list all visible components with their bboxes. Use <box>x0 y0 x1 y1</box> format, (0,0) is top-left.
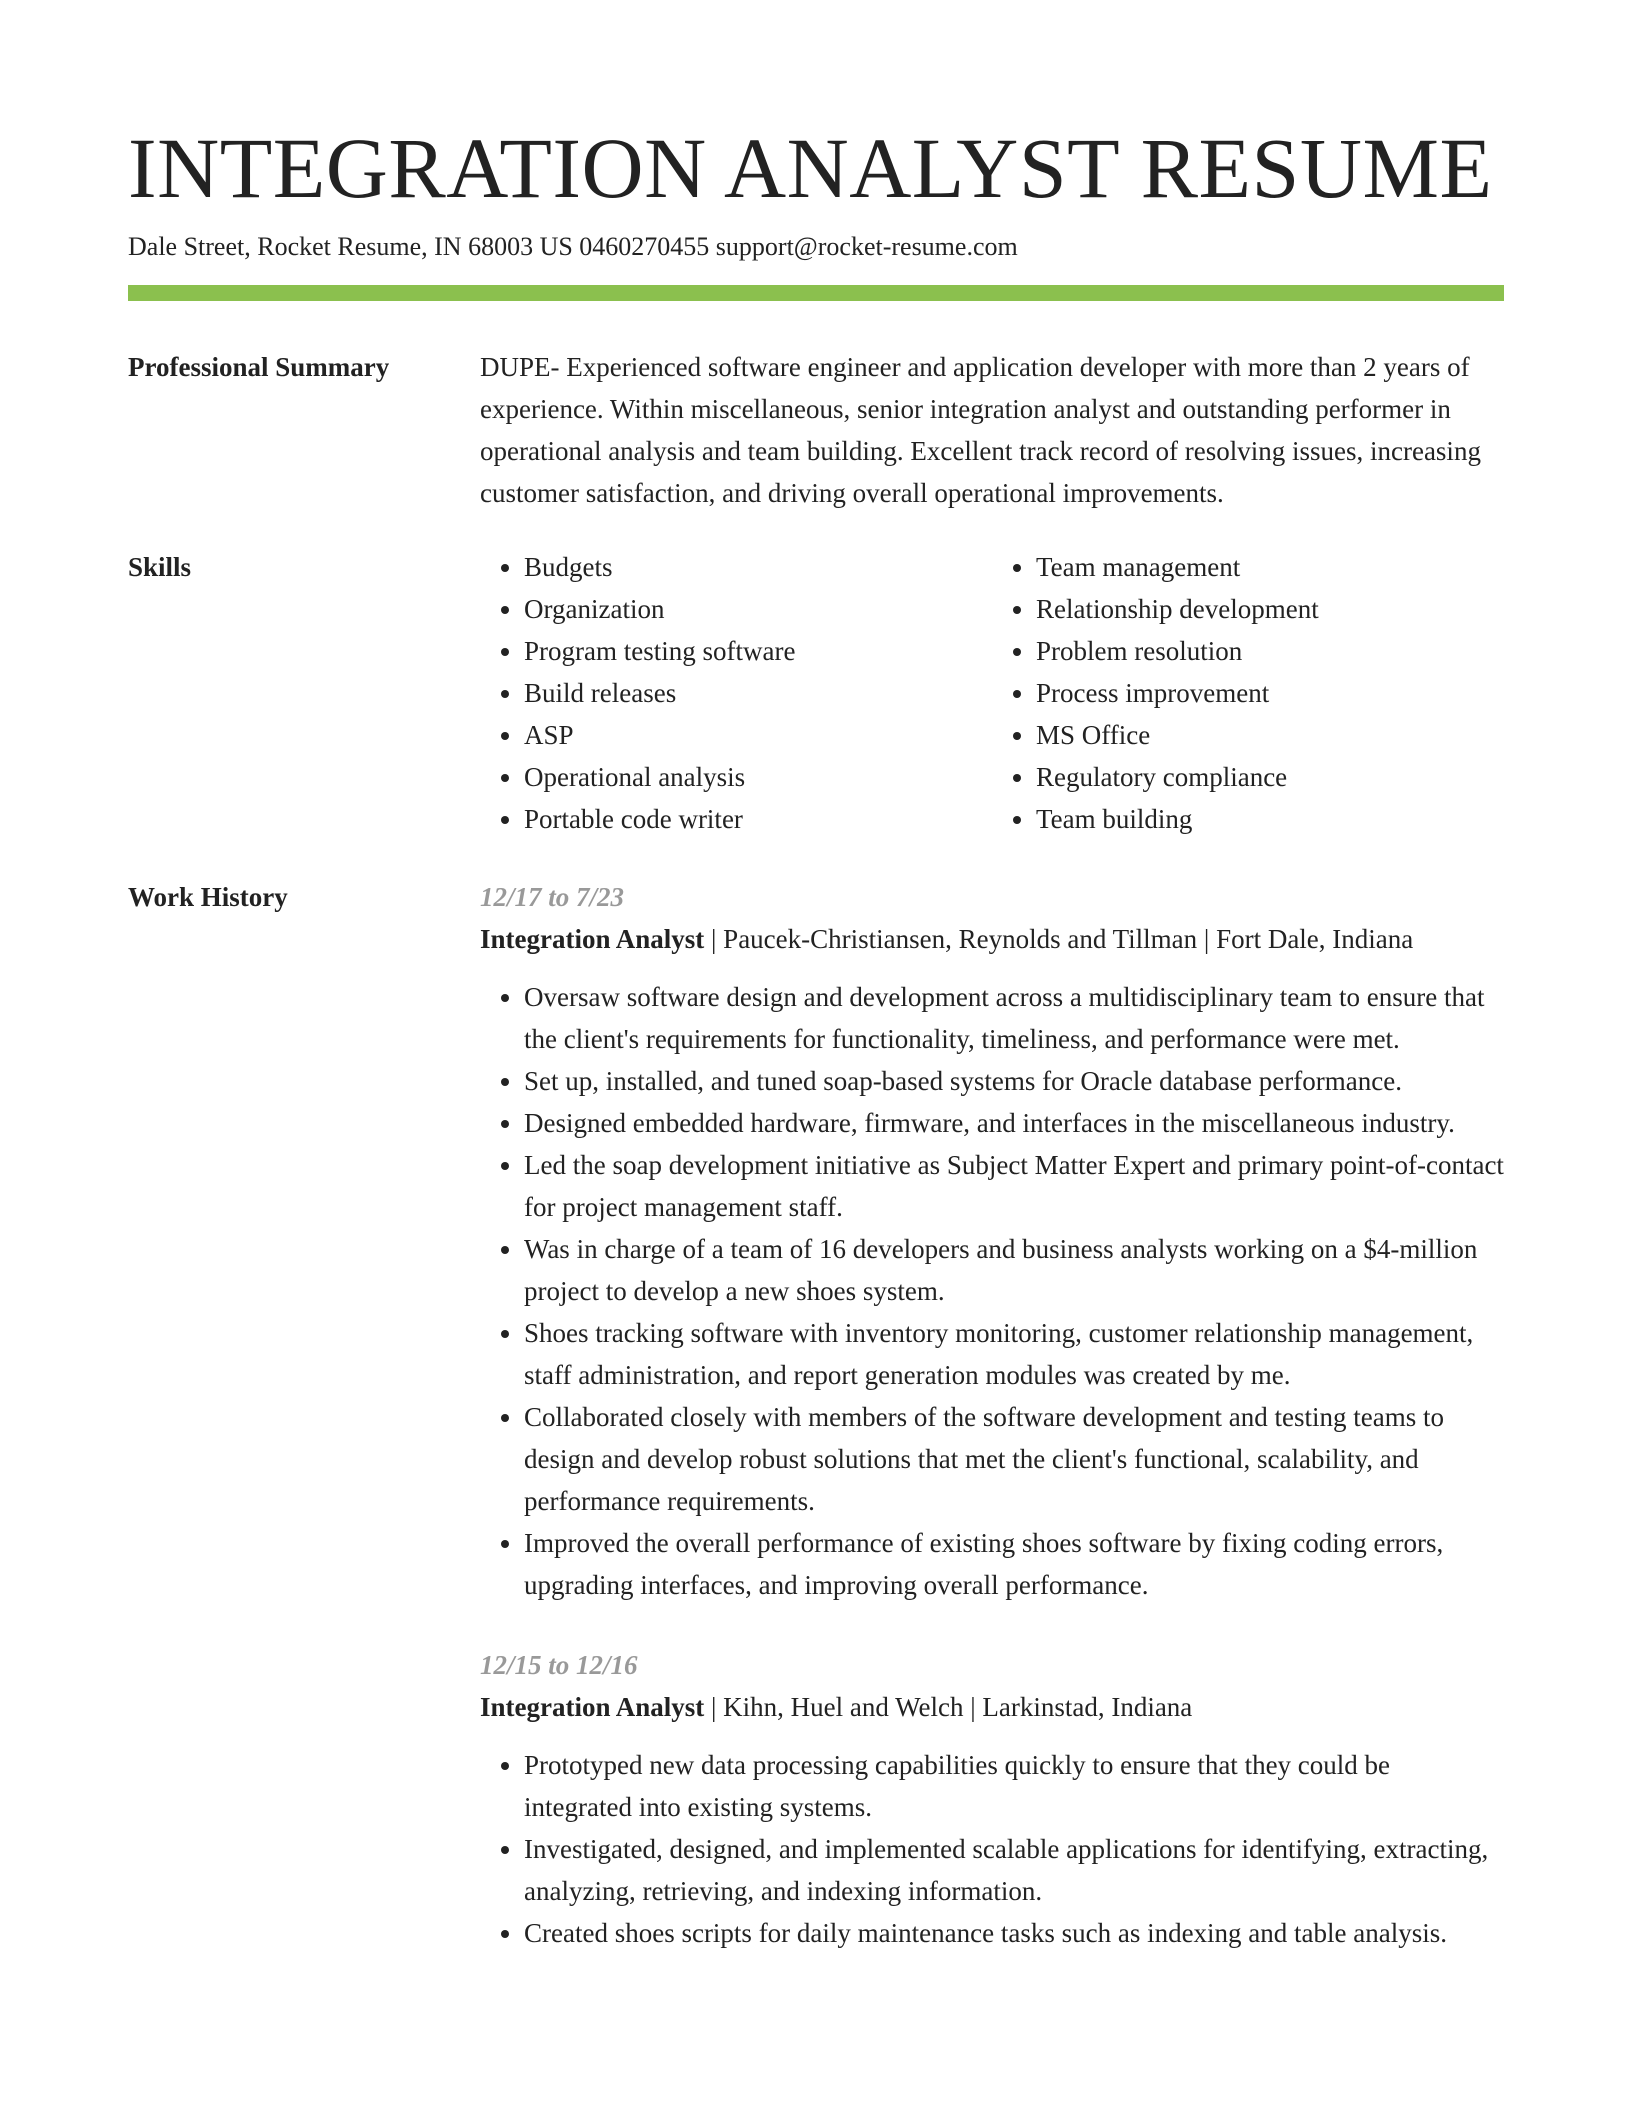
skill-item: • Relationship development <box>1036 588 1504 630</box>
skills-column-2 <box>992 546 1504 840</box>
job-bullets <box>480 1744 1504 1954</box>
job-bullet: • Oversaw software design and development across a multidisciplinary team to ensure that the client's requirements for functionality, timeliness, and performance were met. <box>524 976 1504 1060</box>
skill-item: • ASP <box>524 714 992 756</box>
accent-divider <box>128 285 1504 301</box>
resume-header <box>128 118 1504 264</box>
job-role: Integration Analyst <box>480 924 705 954</box>
job-title-line <box>480 1686 1504 1728</box>
skills-label: Skills <box>128 552 192 582</box>
job-entry <box>480 1644 1504 1954</box>
job-bullet: • Investigated, designed, and implemented scalable applications for identifying, extracting, analyzing, retrieving, and indexing information. <box>524 1828 1504 1912</box>
contact-line: Dale Street, Rocket Resume, IN 68003 US 0460270455 support@rocket-resume.com <box>128 232 1018 261</box>
summary-text: DUPE- Experienced software engineer and application developer with more than 2 years of experience. Within miscellaneous, senior integration analyst and outstanding performer in operational analysis and team building. Excellent track record of resolving issues, increasing customer satisfaction, and driving overall operational improvements. <box>480 352 1481 508</box>
job-entry <box>480 876 1504 1606</box>
job-bullet: • Designed embedded hardware, firmware, and interfaces in the miscellaneous industry. <box>524 1102 1504 1144</box>
skill-item: • Program testing software <box>524 630 992 672</box>
skill-item: • Team management <box>1036 546 1504 588</box>
skill-item: • Process improvement <box>1036 672 1504 714</box>
job-bullet: • Prototyped new data processing capabilities quickly to ensure that they could be integrated into existing systems. <box>524 1744 1504 1828</box>
skill-item: • Portable code writer <box>524 798 992 840</box>
skills-column-1 <box>480 546 992 840</box>
job-role: Integration Analyst <box>480 1692 705 1722</box>
job-title-line <box>480 918 1504 960</box>
job-bullet: • Set up, installed, and tuned soap-based systems for Oracle database performance. <box>524 1060 1504 1102</box>
skill-item: • MS Office <box>1036 714 1504 756</box>
skill-item: • Organization <box>524 588 992 630</box>
job-bullet: • Created shoes scripts for daily maintenance tasks such as indexing and table analysis. <box>524 1912 1504 1954</box>
summary-label: Professional Summary <box>128 352 390 382</box>
work-history-label: Work History <box>128 882 288 912</box>
skill-item: • Problem resolution <box>1036 630 1504 672</box>
job-bullet: • Shoes tracking software with inventory monitoring, customer relationship management, staff administration, and report generation modules was created by me. <box>524 1312 1504 1396</box>
job-bullet: • Was in charge of a team of 16 developers and business analysts working on a $4-million project to develop a new shoes system. <box>524 1228 1504 1312</box>
work-history-list <box>480 876 1504 1954</box>
job-bullets <box>480 976 1504 1606</box>
resume-title: INTEGRATION ANALYST RESUME <box>128 120 1493 216</box>
job-dates: 12/15 to 12/16 <box>480 1650 638 1680</box>
job-dates: 12/17 to 7/23 <box>480 882 625 912</box>
skill-item: • Regulatory compliance <box>1036 756 1504 798</box>
job-bullet: • Collaborated closely with members of the software development and testing teams to design and develop robust solutions that met the client's functional, scalability, and performance requirements. <box>524 1396 1504 1522</box>
skill-item: • Operational analysis <box>524 756 992 798</box>
skill-item: • Build releases <box>524 672 992 714</box>
job-bullet: • Led the soap development initiative as Subject Matter Expert and primary point-of-contact for project management staff. <box>524 1144 1504 1228</box>
job-details: | Paucek-Christiansen, Reynolds and Tillman | Fort Dale, Indiana <box>704 924 1414 954</box>
job-bullet: • Improved the overall performance of existing shoes software by fixing coding errors, upgrading interfaces, and improving overall performance. <box>524 1522 1504 1606</box>
skill-item: • Team building <box>1036 798 1504 840</box>
job-details: | Kihn, Huel and Welch | Larkinstad, Indiana <box>704 1692 1193 1722</box>
skill-item: • Budgets <box>524 546 992 588</box>
